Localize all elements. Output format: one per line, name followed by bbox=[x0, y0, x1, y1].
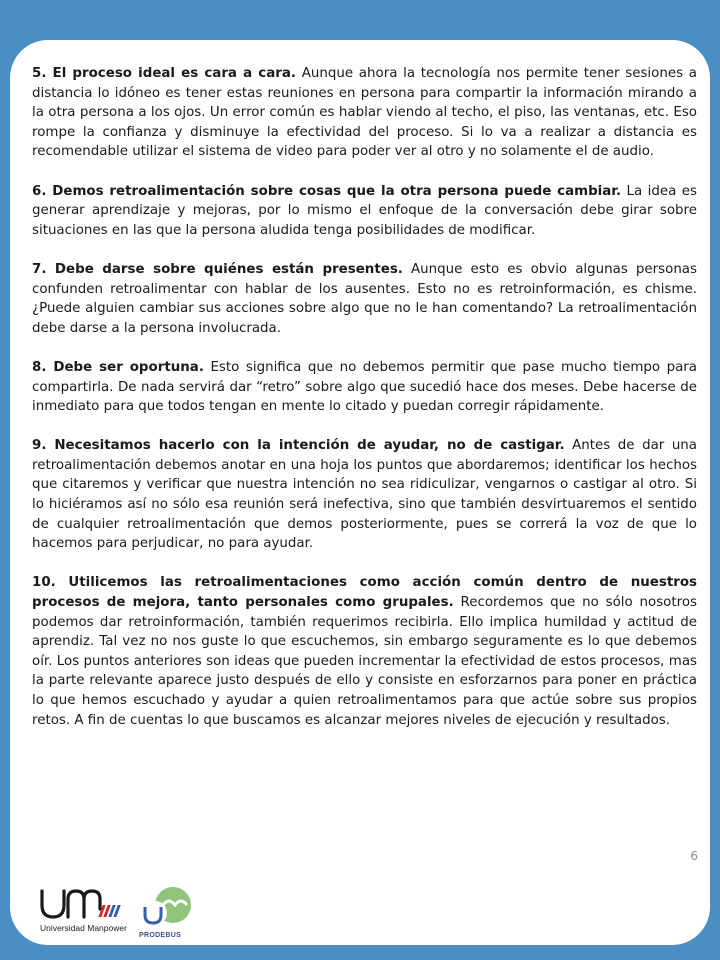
paragraph-6 bbox=[32, 182, 697, 241]
paragraph-heading: 10. Utilicemos las retroalimentaciones como acción común dentro de nuestros procesos de mejora, tanto personales como grupales. bbox=[32, 575, 697, 611]
prodebus-logo-label: PRODEBUS bbox=[139, 932, 182, 939]
paragraph-heading: 7. Debe darse sobre quiénes están presentes. bbox=[32, 261, 403, 277]
document-page bbox=[10, 40, 710, 945]
paragraph-text: Aunque ahora la tecnología nos permite tener sesiones a distancia lo idóneo es tener estas reuniones en persona para compartir la información mirando a la otra persona a los ojos. Un error común es hablar viendo al techo, el piso, las ventanas, etc. Eso rompe la confianza y disminuye la efectividad del proceso. Si lo va a realizar a distancia es recomendable utilizar el sistema de video para poder ver al otro y no solamente el de audio. bbox=[32, 66, 697, 160]
um-logo-icon bbox=[38, 885, 138, 923]
paragraph-5 bbox=[32, 64, 697, 162]
paragraph-heading: 5. El proceso ideal es cara a cara. bbox=[32, 66, 296, 81]
prodebus-logo-icon bbox=[135, 885, 195, 933]
paragraph-10 bbox=[32, 573, 697, 730]
paragraph-8 bbox=[32, 358, 697, 417]
paragraph-text: La idea es generar aprendizaje y mejoras, por lo mismo el enfoque de la conversación debe girar sobre situaciones en las que la persona aludida tenga posibilidades de modificar. bbox=[32, 183, 697, 238]
paragraph-7 bbox=[32, 260, 697, 338]
paragraph-text: Recordemos que no sólo nosotros podemos dar retroinformación, también requerimos recibirla. Ello implica humildad y actitud de aprendiz. Tal vez no nos guste lo que escuchemos, sin embargo seguramente es lo que debemos oír. Los puntos anteriores son ideas que pueden incrementar la efectividad de estos procesos, mas la parte relevante aparece justo después de ello y consiste en esforzarnos para poner en práctica lo que hemos escuchado y ayudar a quien retroalimentamos para que actúe sobre sus propios retos. A fin de cuentas lo que buscamos es alcanzar mejores niveles de ejecución y resultados. bbox=[32, 595, 697, 728]
universidad-manpower-logo bbox=[38, 885, 138, 935]
document-body bbox=[32, 64, 697, 750]
paragraph-heading: 9. Necesitamos hacerlo con la intención de ayudar, no de castigar. bbox=[32, 438, 565, 454]
paragraph-text: Antes de dar una retroalimentación debemos anotar en una hoja los puntos que abordaremos; identificar los hechos que citaremos y verificar que nuestra intención no sea ridiculizar, vengarnos o castigar al otro. Si lo hiciéramos así no sólo esa reunión será inefectiva, sino que también desvirtuaremos el sentido de cualquier retroalimentación que demos posteriormente, pues se correrá la voz de que lo hacemos para perjudicar, no para ayudar. bbox=[32, 438, 697, 552]
paragraph-heading: 6. Demos retroalimentación sobre cosas que la otra persona puede cambiar. bbox=[32, 183, 622, 199]
paragraph-9 bbox=[32, 436, 697, 554]
paragraph-heading: 8. Debe ser oportuna. bbox=[32, 359, 204, 375]
um-logo-label: Universidad Manpower bbox=[40, 923, 127, 933]
paragraph-text: Aunque esto es obvio algunas personas confunden retroalimentar con hablar de los ausentes. Esto no es retroinformación, es chisme. ¿Puede alguien cambiar sus acciones sobre algo que no le han comentando? La retroalimentación debe darse a la persona involucrada. bbox=[32, 261, 697, 336]
page-number: 6 bbox=[690, 849, 698, 863]
paragraph-text: Esto significa que no debemos permitir que pase mucho tiempo para compartirla. De nada servirá dar “retro” sobre algo que sucedió hace dos meses. Debe hacerse de inmediato para que todos tengan en mente lo citado y puedan corregir rápidamente. bbox=[32, 359, 698, 415]
prodebus-logo bbox=[135, 885, 195, 945]
